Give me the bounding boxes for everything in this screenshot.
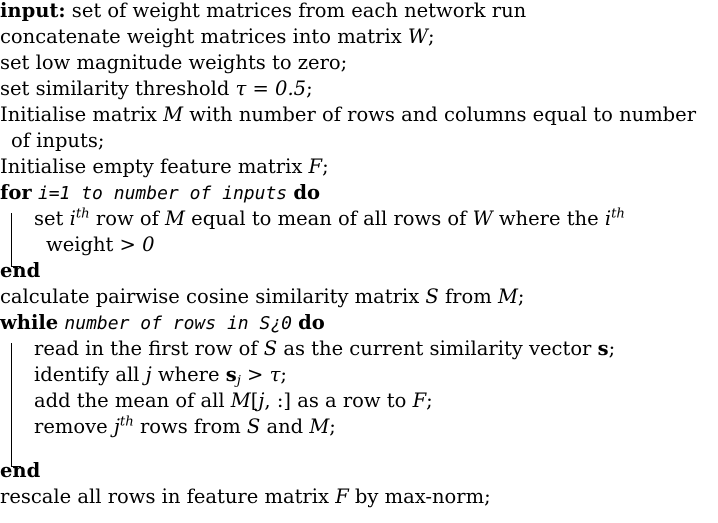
algo-line-end-while	[0, 458, 40, 484]
math-sup: th	[119, 414, 134, 430]
algo-line-cosine	[0, 284, 524, 310]
algo-line-concatenate	[0, 24, 435, 50]
math-var: i	[69, 207, 76, 230]
algo-line-rescale	[0, 484, 491, 510]
keyword-while: while	[0, 311, 59, 334]
line-tail: with number of rows and columns equal to number	[183, 103, 697, 126]
line-tail: row of	[89, 207, 166, 230]
algo-line-for	[0, 180, 320, 207]
line-text: weight	[46, 233, 120, 256]
line-tail: ;	[608, 337, 616, 360]
math-var: j	[258, 389, 265, 412]
algo-line-identify	[34, 362, 287, 388]
math-var: M	[497, 285, 518, 308]
math-var: F	[308, 155, 323, 178]
math-var: j	[145, 363, 152, 386]
keyword-do: do	[293, 181, 320, 204]
algo-line-threshold	[0, 76, 313, 102]
math-var: W	[472, 207, 493, 230]
algo-line-set-row	[34, 206, 625, 232]
keyword-end: end	[0, 459, 41, 482]
algo-line-read-row	[34, 336, 615, 362]
line-tail: ;	[517, 285, 525, 308]
line-text: set low magnitude weights to zero;	[0, 51, 348, 74]
line-text: concatenate weight matrices into matrix	[0, 25, 408, 48]
line-text: set of weight matrices from each network run	[65, 0, 527, 22]
algo-line-zero-weights	[0, 50, 347, 76]
line-text: Initialise empty feature matrix	[0, 155, 309, 178]
math-var: S	[425, 285, 439, 308]
algo-line-init-m	[0, 102, 696, 128]
math-var: M	[230, 389, 251, 412]
line-text: set similarity threshold	[0, 77, 236, 100]
math-var: F	[412, 389, 427, 412]
algo-line-remove	[34, 414, 336, 440]
math-sup: th	[611, 206, 625, 222]
math-var: F	[335, 485, 349, 508]
algo-line-set-row-cont	[46, 232, 155, 258]
line-text: identify all	[34, 363, 146, 386]
line-tail: from	[438, 285, 498, 308]
line-text: set	[34, 207, 70, 230]
math-var: j	[113, 415, 120, 438]
line-tail: ;	[306, 77, 313, 100]
line-text: Initialise matrix	[0, 103, 164, 126]
line-text: rescale all rows in feature matrix	[0, 485, 336, 508]
line-tail: ;	[427, 25, 435, 48]
algo-line-add-mean	[34, 388, 433, 414]
while-block-bar	[11, 343, 12, 467]
math-var: M	[309, 415, 330, 438]
math-var: M	[165, 207, 185, 230]
math-var: S	[246, 415, 261, 438]
math-var: S	[263, 337, 278, 360]
line-tail: ;	[280, 363, 287, 386]
algo-line-init-m-cont	[11, 128, 104, 154]
algo-line-while	[0, 310, 325, 337]
line-tail: ;	[426, 389, 433, 412]
line-text: add the mean of all	[34, 389, 231, 412]
keyword-for: for	[0, 181, 32, 204]
math-sub: j	[236, 373, 241, 389]
line-tail: where the	[492, 207, 605, 230]
loop-condition: number of rows in S¿0	[64, 313, 292, 334]
keyword-end: end	[0, 259, 41, 282]
keyword-do: do	[298, 311, 325, 334]
math-var: M	[163, 103, 184, 126]
line-tail: equal to mean of all rows of	[184, 207, 473, 230]
loop-condition: i=1 to number of inputs	[37, 183, 288, 204]
math-sup: th	[75, 206, 90, 222]
line-text: remove	[34, 415, 114, 438]
math-bold-vector: s	[225, 363, 237, 386]
line-text: of inputs;	[11, 129, 105, 152]
math-bold-vector: s	[597, 337, 609, 360]
line-tail: ;	[329, 415, 336, 438]
line-tail: where	[151, 363, 226, 386]
math-var: i	[604, 207, 612, 230]
line-tail: , :] as a row to	[264, 389, 413, 412]
line-tail: rows from	[133, 415, 247, 438]
math-expr: > τ	[240, 363, 281, 386]
algo-line-end-for	[0, 258, 40, 284]
line-tail: and	[260, 415, 310, 438]
line-tail: by max-norm;	[348, 485, 491, 508]
line-text: read in the first row of	[34, 337, 264, 360]
algo-line-init-f	[0, 154, 329, 180]
math-var: W	[407, 25, 428, 48]
line-tail: [	[250, 389, 259, 412]
line-text: calculate pairwise cosine similarity matrix	[0, 285, 426, 308]
keyword-input: input:	[0, 0, 66, 22]
line-tail: ;	[322, 155, 329, 178]
algo-line-input	[0, 0, 526, 24]
line-tail: as the current similarity vector	[277, 337, 598, 360]
math-expr: > 0	[119, 233, 155, 256]
math-expr: τ = 0.5	[235, 77, 307, 100]
